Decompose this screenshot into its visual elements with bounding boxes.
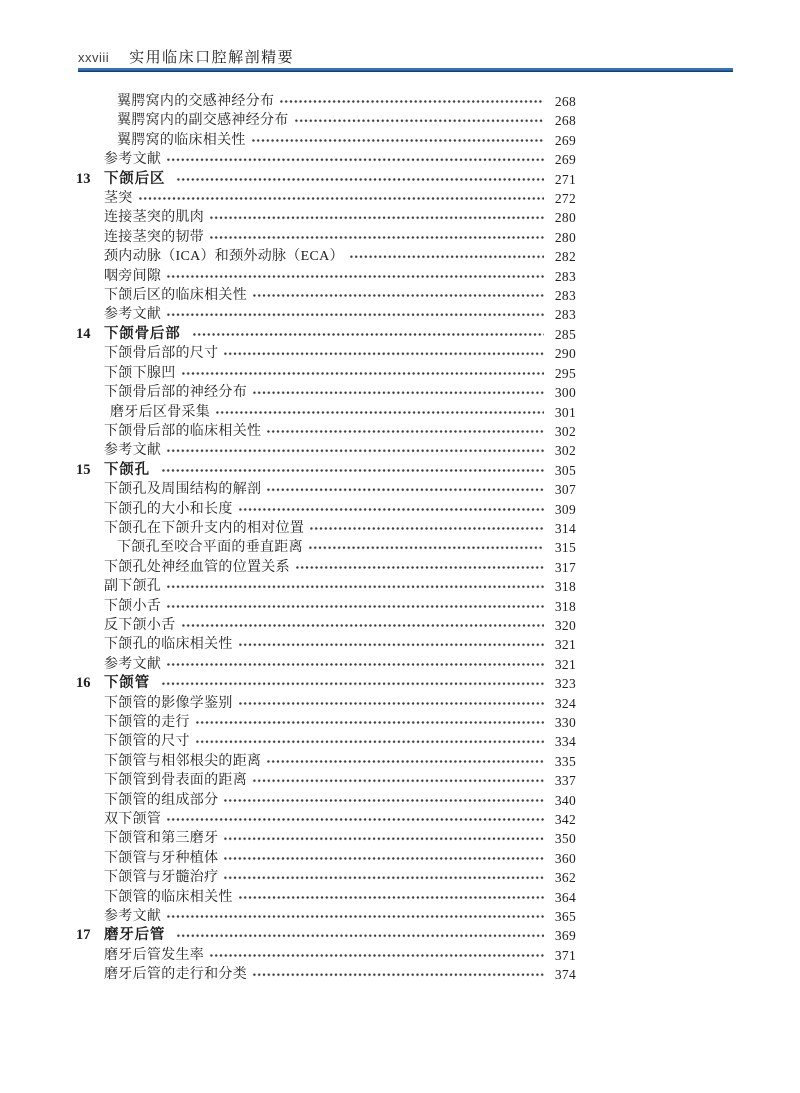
toc-entry-row — [76, 635, 576, 654]
toc-entry-page-number: 269 — [554, 152, 576, 168]
toc-entry-page-number: 371 — [554, 947, 576, 963]
toc-chapter-row — [76, 674, 576, 693]
toc-entry-title: 下颌骨后部的神经分布 — [104, 385, 247, 401]
toc-entry-page-number: 283 — [554, 307, 576, 323]
toc-entry-page-number: 369 — [554, 928, 576, 944]
toc-entry-row — [76, 732, 576, 751]
toc-entry-title: 下颌管的走行 — [104, 715, 190, 730]
running-head — [78, 46, 733, 64]
toc-entry-page-number: 302 — [554, 423, 576, 439]
toc-entry-page-number: 307 — [554, 482, 576, 498]
toc-entry-row — [76, 383, 576, 402]
toc-entry-title: 下颌小舌 — [104, 598, 162, 614]
toc-entry-title: 参考文献 — [104, 909, 162, 925]
toc-entry-title: 反下颌小舌 — [104, 617, 176, 633]
toc-entry-title: 下颌后区的临床相关性 — [104, 288, 247, 304]
toc-entry-page-number: 280 — [554, 229, 576, 245]
toc-entry-title: 连接茎突的韧带 — [104, 229, 205, 245]
toc-entry-page-number: 335 — [554, 753, 576, 769]
dot-leader — [166, 577, 544, 596]
toc-entry-title: 下颌管与相邻根尖的距离 — [104, 753, 262, 769]
dot-leader — [166, 305, 544, 324]
dot-leader — [166, 655, 544, 674]
toc-entry-page-number: 318 — [554, 598, 576, 614]
dot-leader — [166, 150, 544, 169]
dot-leader — [223, 829, 544, 848]
toc-entry-row — [76, 422, 576, 441]
dot-leader — [215, 403, 544, 422]
dot-leader — [195, 713, 544, 732]
chapter-number: 16 — [76, 675, 91, 692]
toc-entry-row — [76, 810, 576, 829]
toc-entry-title: 下颌管与牙髓治疗 — [104, 870, 219, 886]
toc-entry-page-number: 268 — [554, 113, 576, 129]
dot-leader — [195, 732, 544, 751]
dot-leader — [252, 965, 544, 984]
toc-entry-row — [76, 577, 576, 596]
toc-entry-title: 下颌骨后部的尺寸 — [104, 346, 219, 362]
toc-entry-title: 咽旁间隙 — [104, 268, 162, 284]
toc-entry-page-number: 269 — [554, 132, 576, 148]
dot-leader — [166, 597, 544, 616]
toc-entry-row — [76, 519, 576, 538]
toc-entry-page-number: 315 — [554, 540, 576, 556]
toc-entry-title: 下颌孔的大小和长度 — [104, 501, 233, 517]
dot-leader — [209, 228, 544, 247]
toc-entry-row — [76, 791, 576, 810]
toc-entry-title: 磨牙后区骨采集 — [110, 404, 211, 420]
toc-entry-row — [76, 907, 576, 926]
toc-entry-row — [76, 965, 576, 984]
dot-leader — [223, 344, 544, 363]
toc-chapter-row — [76, 461, 576, 480]
toc-entry-page-number: 305 — [554, 462, 576, 478]
dot-leader — [238, 888, 544, 907]
toc-entry-row — [76, 752, 576, 771]
toc-entry-row — [76, 713, 576, 732]
toc-entry-page-number: 362 — [554, 870, 576, 886]
toc-entry-title: 下颌管的尺寸 — [104, 734, 190, 750]
dot-leader — [223, 868, 544, 887]
toc-entry-page-number: 334 — [554, 734, 576, 750]
toc-chapter-row — [76, 926, 576, 945]
dot-leader — [176, 170, 544, 189]
dot-leader — [166, 267, 544, 286]
dot-leader — [309, 519, 544, 538]
toc-entry-title: 下颌孔处神经血管的位置关系 — [104, 559, 290, 575]
page-header — [78, 46, 733, 72]
dot-leader — [266, 480, 544, 499]
toc-entry-row — [76, 441, 576, 460]
toc-chapter-row — [76, 325, 576, 344]
toc-entry-title: 下颌孔及周围结构的解剖 — [104, 482, 262, 498]
toc-entry-title: 下颌孔的临床相关性 — [104, 637, 233, 653]
toc-entry-page-number: 318 — [554, 579, 576, 595]
toc-entry-page-number: 323 — [554, 676, 576, 692]
toc-entry-title: 参考文献 — [104, 152, 162, 168]
dot-leader — [176, 926, 544, 945]
toc-entry-page-number: 321 — [554, 656, 576, 672]
toc-entry-row — [76, 189, 576, 208]
dot-leader — [349, 247, 544, 266]
toc-entry-page-number: 295 — [554, 365, 576, 381]
toc-entry-page-number: 280 — [554, 210, 576, 226]
toc-entry-title: 下颌孔 — [104, 461, 150, 478]
toc-entry-row — [76, 403, 576, 422]
dot-leader — [209, 946, 544, 965]
toc-entry-row — [76, 286, 576, 305]
toc-entry-row — [76, 267, 576, 286]
dot-leader — [266, 422, 544, 441]
toc-entry-title: 下颌孔至咬合平面的垂直距离 — [117, 540, 303, 556]
toc-entry-page-number: 337 — [554, 773, 576, 789]
dot-leader — [238, 635, 544, 654]
toc-entry-row — [76, 344, 576, 363]
toc-entry-page-number: 272 — [554, 191, 576, 207]
dot-leader — [238, 694, 544, 713]
toc-entry-page-number: 342 — [554, 812, 576, 828]
toc-entry-page-number: 374 — [554, 967, 576, 983]
toc-entry-row — [76, 771, 576, 790]
toc-entry-row — [76, 655, 576, 674]
toc-entry-title: 下颌下腺凹 — [104, 365, 176, 381]
toc-entry-title: 下颌骨后部 — [104, 325, 181, 342]
toc-entry-row — [76, 538, 576, 557]
toc-entry-title: 下颌后区 — [104, 170, 166, 187]
toc-entry-page-number: 301 — [554, 404, 576, 420]
dot-leader — [252, 383, 544, 402]
toc-entry-title: 副下颌孔 — [104, 579, 162, 595]
toc-entry-page-number: 283 — [554, 288, 576, 304]
toc-entry-row — [76, 228, 576, 247]
toc-entry-title: 下颌管 — [104, 675, 150, 692]
toc-entry-row — [76, 208, 576, 227]
toc-entry-title: 翼腭窝内的副交感神经分布 — [117, 113, 289, 129]
toc-entry-row — [76, 111, 576, 130]
toc-entry-row — [76, 849, 576, 868]
dot-leader — [223, 791, 544, 810]
toc-entry-row — [76, 305, 576, 324]
book-title: 实用临床口腔解剖精要 — [129, 49, 295, 66]
toc-entry-title: 参考文献 — [104, 443, 162, 459]
toc-entry-page-number: 360 — [554, 850, 576, 866]
toc-entry-title: 下颌管的组成部分 — [104, 792, 219, 808]
toc-entry-page-number: 314 — [554, 520, 576, 536]
toc-entry-title: 翼腭窝内的交感神经分布 — [117, 94, 275, 109]
toc-entry-title: 下颌管到骨表面的距离 — [104, 773, 247, 789]
toc-entry-page-number: 268 — [554, 94, 576, 109]
toc-entry-title: 颈内动脉（ICA）和颈外动脉（ECA） — [104, 249, 344, 265]
toc-entry-title: 翼腭窝的临床相关性 — [117, 132, 246, 148]
dot-leader — [294, 111, 544, 130]
toc-entry-page-number: 300 — [554, 385, 576, 401]
toc-chapter-row — [76, 170, 576, 189]
dot-leader — [251, 131, 544, 150]
toc-entry-page-number: 350 — [554, 831, 576, 847]
header-rule — [78, 68, 733, 72]
toc-entry-row — [76, 597, 576, 616]
table-of-contents — [76, 92, 576, 985]
toc-entry-page-number: 283 — [554, 268, 576, 284]
toc-entry-row — [76, 888, 576, 907]
dot-leader — [181, 364, 545, 383]
toc-entry-page-number: 320 — [554, 617, 576, 633]
toc-entry-title: 下颌孔在下颌升支内的相对位置 — [104, 520, 305, 536]
toc-entry-row — [76, 480, 576, 499]
dot-leader — [161, 461, 544, 480]
toc-entry-page-number: 364 — [554, 889, 576, 905]
toc-entry-page-number: 324 — [554, 695, 576, 711]
chapter-number: 13 — [76, 170, 91, 187]
chapter-number: 15 — [76, 461, 91, 478]
dot-leader — [166, 441, 544, 460]
toc-entry-title: 下颌管的临床相关性 — [104, 889, 233, 905]
chapter-number: 17 — [76, 927, 91, 944]
dot-leader — [238, 500, 544, 519]
toc-entry-page-number: 365 — [554, 909, 576, 925]
toc-entry-row — [76, 131, 576, 150]
toc-entry-row — [76, 364, 576, 383]
dot-leader — [138, 189, 544, 208]
toc-entry-row — [76, 829, 576, 848]
toc-entry-title: 双下颌管 — [104, 812, 162, 828]
toc-entry-page-number: 330 — [554, 715, 576, 730]
dot-leader — [192, 325, 545, 344]
dot-leader — [266, 752, 544, 771]
dot-leader — [252, 771, 544, 790]
toc-entry-row — [76, 558, 576, 577]
toc-entry-title: 下颌骨后部的临床相关性 — [104, 423, 262, 439]
toc-entry-row — [76, 150, 576, 169]
dot-leader — [308, 538, 544, 557]
dot-leader — [181, 616, 545, 635]
toc-entry-page-number: 309 — [554, 501, 576, 517]
toc-entry-row — [76, 694, 576, 713]
toc-entry-page-number: 282 — [554, 249, 576, 265]
toc-entry-row — [76, 946, 576, 965]
toc-entry-title: 下颌管的影像学鉴别 — [104, 695, 233, 711]
toc-entry-title: 连接茎突的肌肉 — [104, 210, 205, 226]
dot-leader — [252, 286, 544, 305]
toc-entry-row — [76, 868, 576, 887]
toc-entry-page-number: 302 — [554, 443, 576, 459]
toc-entry-title: 磨牙后管的走行和分类 — [104, 967, 247, 983]
toc-entry-title: 磨牙后管 — [104, 927, 166, 944]
folio-page-number: xxviii — [78, 50, 110, 65]
toc-entry-title: 下颌管与牙种植体 — [104, 850, 219, 866]
chapter-number: 14 — [76, 325, 91, 342]
dot-leader — [295, 558, 544, 577]
toc-entry-page-number: 340 — [554, 792, 576, 808]
toc-entry-row — [76, 616, 576, 635]
toc-entry-row — [76, 500, 576, 519]
toc-entry-title: 磨牙后管发生率 — [104, 947, 205, 963]
toc-entry-page-number: 317 — [554, 559, 576, 575]
toc-entry-row — [76, 247, 576, 266]
toc-entry-title: 下颌管和第三磨牙 — [104, 831, 219, 847]
toc-entry-title: 参考文献 — [104, 656, 162, 672]
dot-leader — [209, 208, 544, 227]
toc-entry-row — [76, 92, 576, 111]
toc-entry-page-number: 285 — [554, 326, 576, 342]
toc-entry-page-number: 321 — [554, 637, 576, 653]
dot-leader — [223, 849, 544, 868]
dot-leader — [166, 810, 544, 829]
toc-entry-title: 参考文献 — [104, 307, 162, 323]
dot-leader — [161, 674, 544, 693]
toc-entry-page-number: 290 — [554, 346, 576, 362]
dot-leader — [166, 907, 544, 926]
toc-entry-title: 茎突 — [104, 191, 133, 207]
dot-leader — [279, 92, 544, 111]
toc-entry-page-number: 271 — [554, 171, 576, 187]
